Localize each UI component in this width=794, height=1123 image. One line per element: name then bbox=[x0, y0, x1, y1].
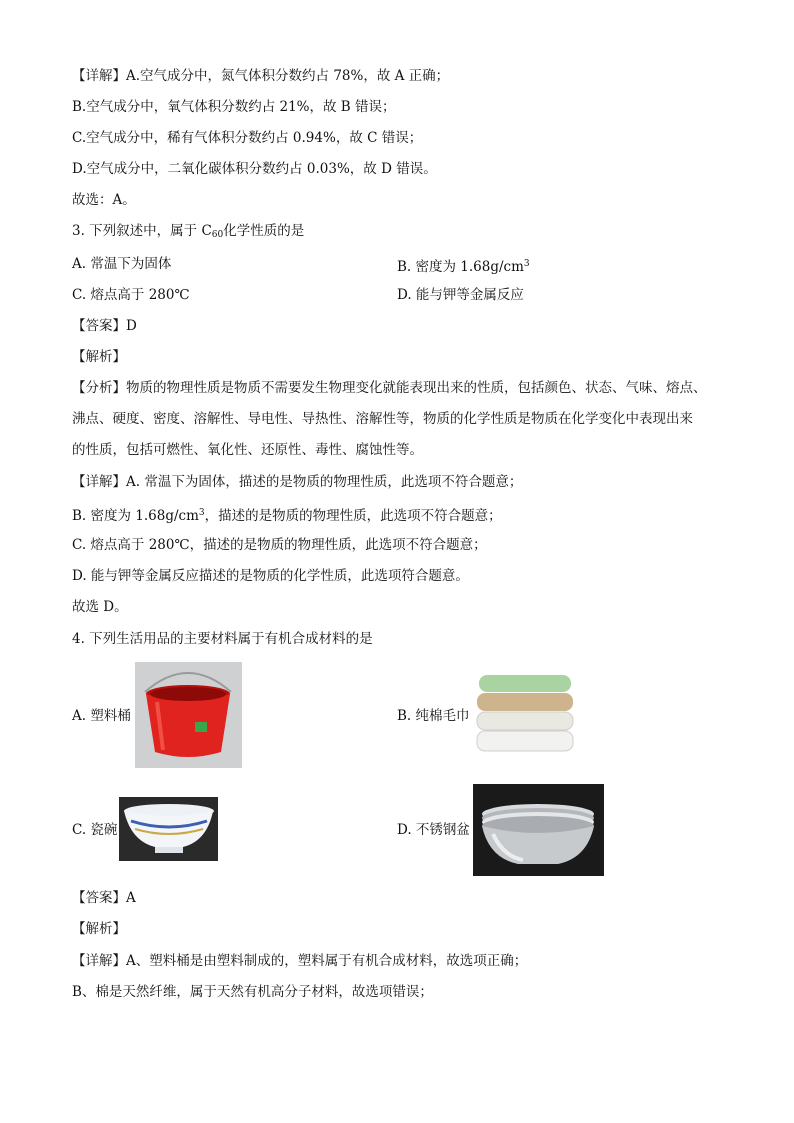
q3-option-d: D. 能与钾等金属反应 bbox=[397, 287, 524, 303]
q3-detail-line-2 bbox=[72, 503, 502, 526]
q4-stem: 4. 下列生活用品的主要材料属于有机合成材料的是 bbox=[72, 631, 373, 647]
q4-option-c: C. 瓷碗 bbox=[72, 822, 118, 838]
q3-option-a: A. 常温下为固体 bbox=[72, 256, 172, 272]
choose-line: 故选：A。 bbox=[72, 192, 136, 208]
stainless-basin-image bbox=[473, 784, 604, 876]
q3-stem-post: 化学性质的是 bbox=[223, 223, 305, 239]
q3-option-c: C. 熔点高于 280℃ bbox=[72, 287, 190, 303]
explanation-line-2: B.空气成分中，氧气体积分数约占 21%，故 B 错误； bbox=[72, 99, 396, 115]
q3-choose: 故选 D。 bbox=[72, 599, 128, 615]
explanation-line-4: D.空气成分中，二氧化碳体积分数约占 0.03%，故 D 错误。 bbox=[72, 161, 437, 177]
q3-stem-subscript: 60 bbox=[211, 230, 224, 240]
q3-detail-line-1: 【详解】A. 常温下为固体，描述的是物质的物理性质，此选项不符合题意； bbox=[72, 474, 523, 490]
q3-analysis-line-2: 沸点、硬度、密度、溶解性、导电性、导热性、溶解性等，物质的化学性质是物质在化学变化中表现出来 bbox=[72, 411, 693, 427]
q4-option-a: A. 塑料桶 bbox=[72, 708, 131, 724]
plastic-bucket-image bbox=[135, 662, 242, 768]
explanation-line-3: C.空气成分中，稀有气体积分数约占 0.94%，故 C 错误； bbox=[72, 130, 423, 146]
q4-analysis-heading: 【解析】 bbox=[72, 921, 126, 937]
q3-analysis-line-3: 的性质，包括可燃性、氧化性、还原性、毒性、腐蚀性等。 bbox=[72, 442, 423, 458]
q4-detail-line-2: B、棉是天然纤维，属于天然有机高分子材料，故选项错误； bbox=[72, 984, 433, 1000]
q3-option-b-sup: 3 bbox=[523, 259, 530, 269]
cotton-towel-image bbox=[473, 671, 576, 757]
q4-option-d: D. 不锈钢盆 bbox=[397, 822, 470, 838]
q4-answer: 【答案】A bbox=[72, 890, 136, 906]
explanation-line-1: 【详解】A.空气成分中，氮气体积分数约占 78%，故 A 正确； bbox=[72, 68, 450, 84]
q3-detail-line-2-pre: B. 密度为 1.68g/cm bbox=[72, 508, 199, 524]
q3-option-b bbox=[397, 254, 530, 277]
q3-detail-line-3: C. 熔点高于 280℃，描述的是物质的物理性质，此选项不符合题意； bbox=[72, 537, 487, 553]
q4-option-b: B. 纯棉毛巾 bbox=[397, 708, 470, 724]
q3-stem bbox=[72, 221, 304, 245]
q3-option-b-text: B. 密度为 1.68g/cm bbox=[397, 259, 524, 275]
q3-answer: 【答案】D bbox=[72, 318, 137, 334]
q4-detail-line-1: 【详解】A、塑料桶是由塑料制成的，塑料属于有机合成材料，故选项正确； bbox=[72, 953, 528, 969]
q3-detail-line-2-post: ，描述的是物质的物理性质，此选项不符合题意； bbox=[204, 508, 502, 524]
q3-detail-line-2-sup: 3 bbox=[198, 508, 205, 518]
q3-detail-line-4: D. 能与钾等金属反应描述的是物质的化学性质，此选项符合题意。 bbox=[72, 568, 469, 584]
q3-analysis-line-1: 【分析】物质的物理性质是物质不需要发生物理变化就能表现出来的性质，包括颜色、状态、气味、熔点、 bbox=[72, 380, 707, 396]
porcelain-bowl-image bbox=[119, 797, 218, 861]
q3-stem-pre: 3. 下列叙述中，属于 C bbox=[72, 223, 212, 239]
q3-analysis-heading: 【解析】 bbox=[72, 349, 126, 365]
